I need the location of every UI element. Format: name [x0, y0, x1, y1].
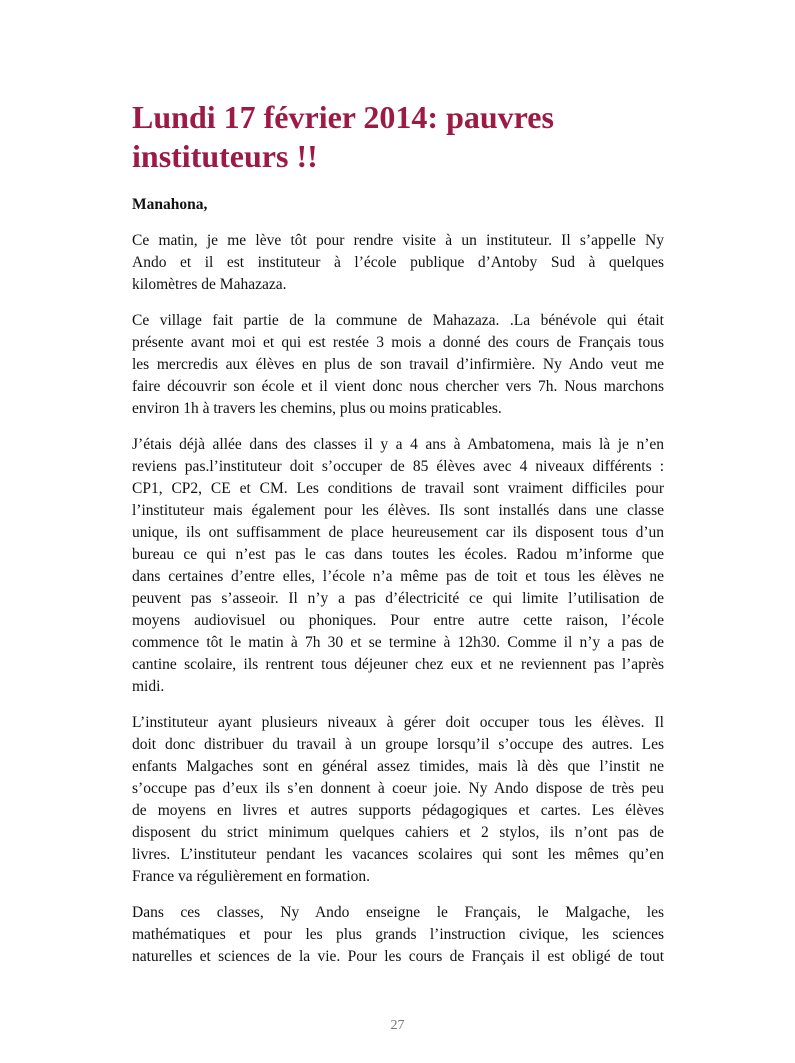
text-line: France va régulièrement en formation. — [132, 868, 370, 885]
text-line: commence tôt le matin à 7h 30 et se termine à 12h30. Comme il n’y a pas de — [132, 634, 664, 651]
text-line: Dans ces classes, Ny Ando enseigne le Français, le Malgache, les — [132, 904, 664, 921]
text-line: Ando et il est instituteur à l’école publique d’Antoby Sud à quelques — [132, 254, 664, 271]
paragraph — [132, 712, 664, 888]
text-line: Ce village fait partie de la commune de Mahazaza. .La bénévole qui était — [132, 312, 664, 329]
text-line: J’étais déjà allée dans des classes il y a 4 ans à Ambatomena, mais là je n’en — [132, 436, 664, 453]
paragraph — [132, 434, 664, 698]
text-line: reviens pas.l’instituteur doit s’occuper de 85 élèves avec 4 niveaux différents : — [132, 458, 664, 475]
text-line: livres. L’instituteur pendant les vacances scolaires qui sont les mêmes qu’en — [132, 846, 664, 863]
page-number: 27 — [390, 1018, 405, 1033]
text-line: enfants Malgaches sont en général assez timides, mais là dès que l’instit ne — [132, 758, 664, 775]
text-line: dans certaines d’entre elles, l’école n’a même pas de toit et tous les élèves ne — [132, 568, 664, 585]
text-line: CP1, CP2, CE et CM. Les conditions de travail sont vraiment difficiles pour — [132, 480, 664, 497]
text-line: mathématiques et pour les plus grands l’instruction civique, les sciences — [132, 926, 664, 943]
text-line: s’occupe pas d’eux ils s’en donnent à coeur joie. Ny Ando dispose de très peu — [132, 780, 664, 797]
text-line: l’instituteur mais également pour les élèves. Ils sont installés dans une classe — [132, 502, 664, 519]
text-line: présente avant moi et qui est restée 3 mois a donné des cours de Français tous — [132, 334, 664, 351]
text-line: L’instituteur ayant plusieurs niveaux à gérer doit occuper tous les élèves. Il — [132, 714, 664, 731]
text-line: kilomètres de Mahazaza. — [132, 276, 287, 293]
text-line: disposent du strict minimum quelques cahiers et 2 stylos, ils n’ont pas de — [132, 824, 664, 841]
text-line: peuvent pas s’asseoir. Il n’y a pas d’électricité ce qui limite l’utilisation de — [132, 590, 664, 607]
text-line: cantine scolaire, ils rentrent tous déjeuner chez eux et ne reviennent pas l’après — [132, 656, 664, 673]
paragraph — [132, 310, 664, 420]
greeting: Manahona, — [132, 196, 208, 213]
text-line: naturelles et sciences de la vie. Pour les cours de Français il est obligé de tout — [132, 948, 664, 965]
text-line: Ce matin, je me lève tôt pour rendre visite à un instituteur. Il s’appelle Ny — [132, 232, 664, 249]
page-title: Lundi 17 février 2014: pauvres instituteurs !! — [132, 99, 554, 174]
text-line: de moyens en livres et autres supports pédagogiques et cartes. Les élèves — [132, 802, 664, 819]
paragraph — [132, 902, 664, 968]
text-line: midi. — [132, 678, 165, 695]
text-line: unique, ils ont suffisamment de place heureusement car ils disposent tous d’un — [132, 524, 664, 541]
text-line: moyens audiovisuel ou phoniques. Pour entre autre cette raison, l’école — [132, 612, 664, 629]
paragraph — [132, 230, 664, 296]
text-line: environ 1h à travers les chemins, plus ou moins praticables. — [132, 400, 502, 417]
text-line: bureau ce qui n’est pas le cas dans toutes les écoles. Radou m’informe que — [132, 546, 664, 563]
document-body — [132, 230, 664, 982]
text-line: faire découvrir son école et il vient donc nous chercher vers 7h. Nous marchons — [132, 378, 664, 395]
text-line: les mercredis aux élèves en plus de son travail d’infirmière. Ny Ando veut me — [132, 356, 664, 373]
text-line: doit donc distribuer du travail à un groupe lorsqu’il s’occupe des autres. Les — [132, 736, 664, 753]
